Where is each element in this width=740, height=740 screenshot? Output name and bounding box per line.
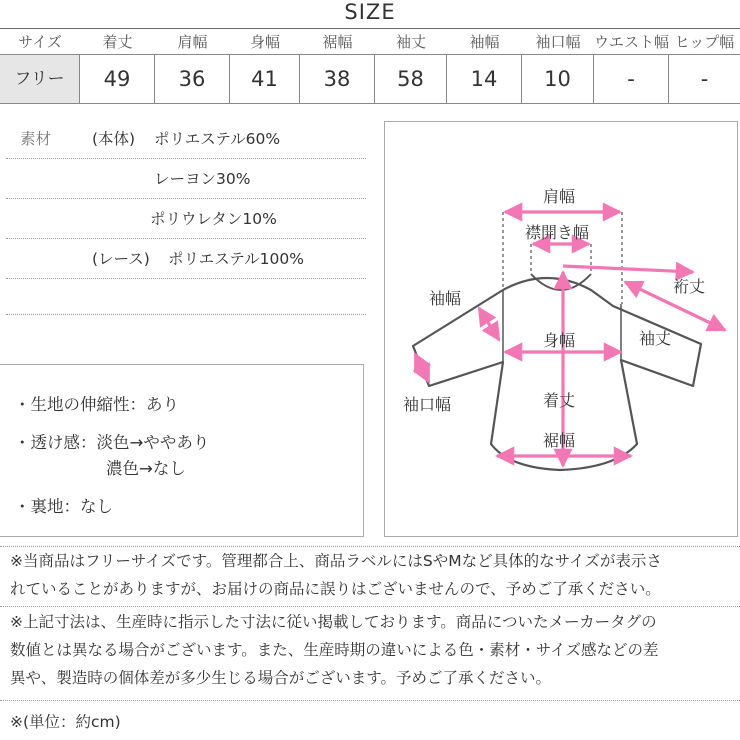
cell-cuff-width: 10 [522,55,594,103]
material-text: レーヨン30% [154,170,251,188]
cell-length: 49 [80,55,155,103]
material-row-empty [6,274,366,315]
measurement-diagram [384,121,738,537]
header-shoulder: 肩幅 [177,33,208,51]
header-sleeve-length: 袖丈 [395,33,426,51]
label-sleeve-length: 袖丈 [639,329,672,348]
cell-shoulder: 36 [155,55,230,103]
cell-sleeve-length: 58 [375,55,447,103]
material-text: ポリエステル60% [154,130,281,148]
material-row [6,118,366,159]
header-hem-width: 裾幅 [322,33,353,51]
note-line: 異や、製造時の個体差が多少生じる場合がございます。予めご了承ください。 [10,669,551,687]
note-line: 数値とは異なる場合がございます。また、生産時期の違いによる色・素材・サイズ感などの差 [10,641,659,659]
note-measurements [10,608,738,692]
separator [0,606,740,607]
material-part: (本体) [92,130,136,148]
material-text: ポリエステル100% [168,250,304,268]
feature-lining: ・裏地：なし [14,497,113,516]
note-line: ※当商品はフリーサイズです。管理都合上、商品ラベルにはSやMなど具体的なサイズが表示さ [10,552,662,570]
separator [0,700,740,701]
material-part: (レース) [92,250,150,268]
label-length: 着丈 [543,391,576,410]
label-sleeve-width: 袖幅 [429,289,462,308]
header-length: 着丈 [102,33,133,51]
cell-size: フリー [0,55,80,103]
header-body-width: 身幅 [249,33,280,51]
note-line: ※上記寸法は、生産時に指示した寸法に従い掲載しております。商品についたメーカータグの [10,613,657,631]
label-yuki: 裄丈 [673,277,706,296]
size-table [0,28,740,104]
size-title: SIZE [344,0,396,24]
material-text: ポリウレタン10% [150,210,277,228]
cell-hem-width: 38 [300,55,375,103]
material-row [6,158,366,199]
cell-waist-width: - [594,55,669,103]
table-row [0,54,740,104]
label-body-width: 身幅 [543,331,576,350]
feature-stretch: ・生地の伸縮性：あり [14,395,179,414]
header-hip-width: ヒップ幅 [674,33,735,51]
cell-sleeve-width: 14 [447,55,522,103]
feature-sheerness-dark: 濃色→なし [106,459,186,478]
cell-body-width: 41 [230,55,300,103]
label-hem-width: 裾幅 [543,431,576,450]
table-header-row [0,28,740,55]
label-shoulder: 肩幅 [543,187,576,206]
features-box [0,364,364,537]
material-row [6,198,366,239]
note-free-size [10,547,738,603]
material-row [6,238,366,279]
note-line: れていることがありますが、お届けの商品に誤りはございませんので、予めご了承ください。 [10,580,661,598]
header-sleeve-width: 袖幅 [469,33,500,51]
header-waist-width: ウエスト幅 [594,33,670,51]
header-size: サイズ [18,33,62,51]
unit-note: ※(単位：約cm) [10,713,121,731]
label-neck-width: 襟開き幅 [525,223,590,242]
yuki-arrow [563,266,693,272]
label-cuff-width: 袖口幅 [403,395,452,414]
cell-hip-width: - [700,67,709,91]
material-label: 素材 [20,130,52,148]
header-cuff-width: 袖口幅 [535,33,581,51]
feature-sheerness: ・透け感：淡色→ややあり [14,433,210,452]
